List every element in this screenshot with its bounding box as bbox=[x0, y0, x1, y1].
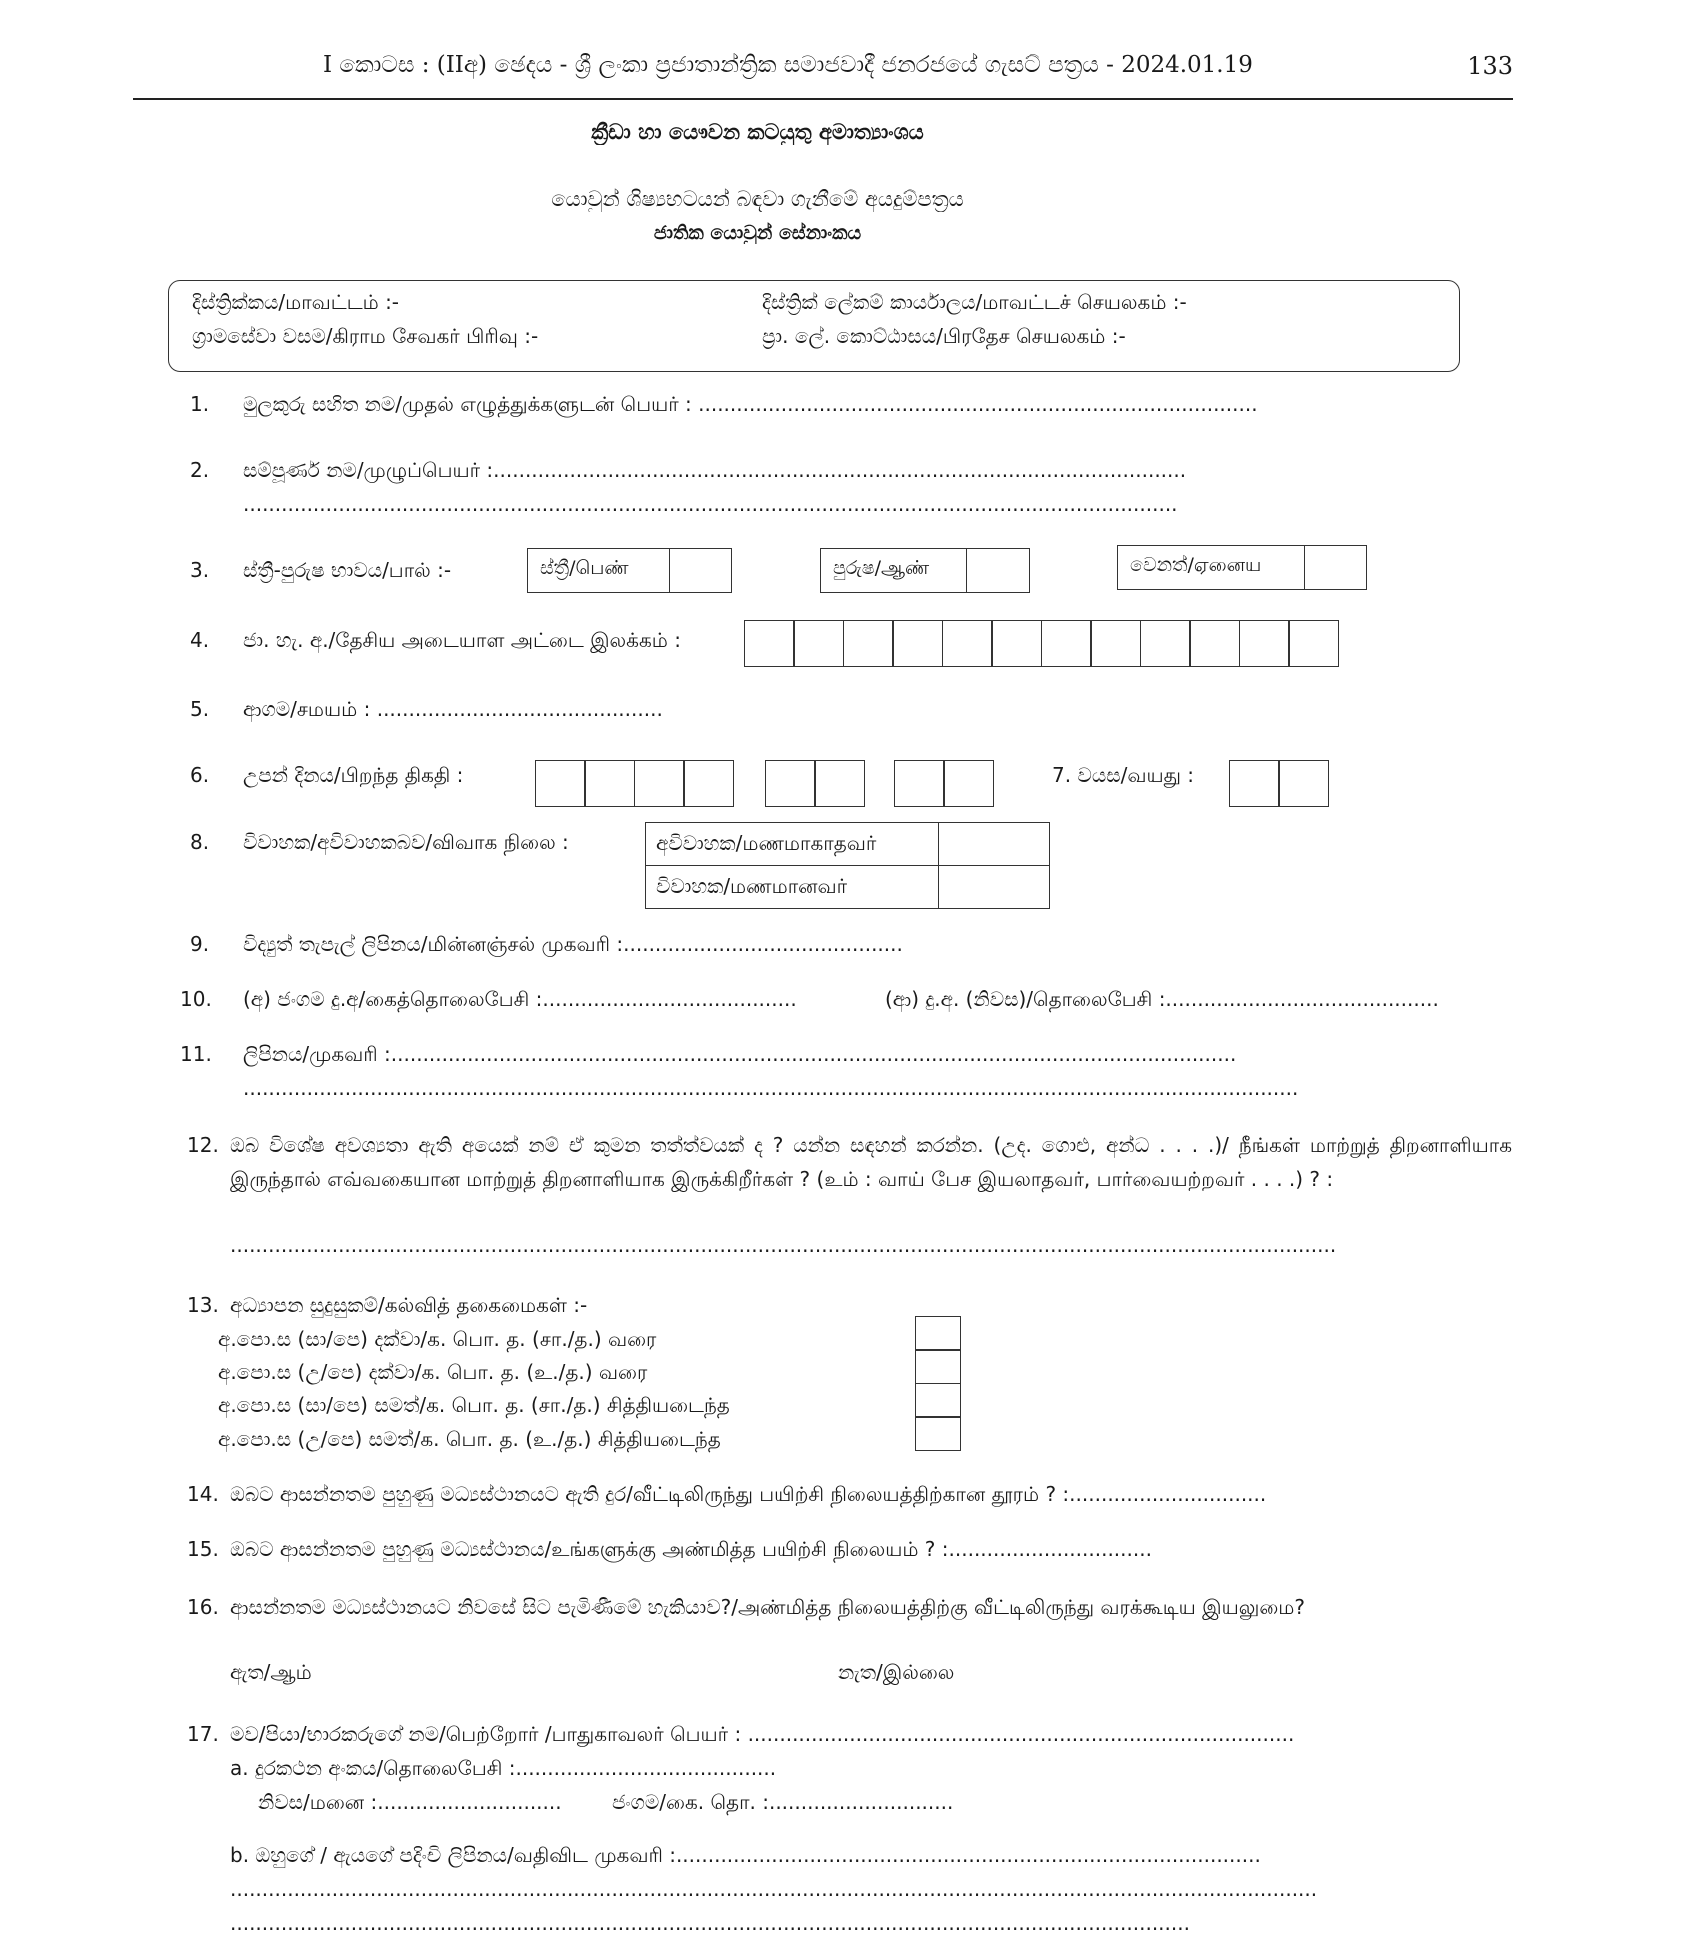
edu-checkbox-4[interactable] bbox=[915, 1416, 961, 1451]
q16-ability-text: ආසන්නතම මධ්‍යස්ථානයට නිවසේ සිට පැමිණීමේ හැකියාව?/அண்மித்த நிலையத்திற்கு வீட்டிலிருந்து வரக்கூடிய இயலுமை? bbox=[230, 1595, 1306, 1619]
q11-address-line2[interactable]: ...................................................................................................................................................................... bbox=[243, 1076, 1299, 1100]
edu-option-2: අ.පො.ස (උ/පෙ) දක්වා/க. பொ. த. (உ./த.) வரை bbox=[218, 1360, 648, 1384]
dob-day-boxes[interactable] bbox=[895, 760, 994, 807]
edu-checkbox-2[interactable] bbox=[915, 1349, 961, 1384]
q1-name-with-initials[interactable]: මුලකුරු සහිත නම/முதல் எழுத்துக்களுடன் பெயர் : ........................................................................................ bbox=[243, 392, 1258, 416]
marital-unmarried-row[interactable] bbox=[646, 823, 1050, 866]
form-title: යොවුන් ශිෂ්‍යභටයන් බඳවා ගැනීමේ අයදුම්පත්‍රය bbox=[551, 187, 964, 211]
nic-digit-box[interactable] bbox=[942, 620, 993, 667]
q17-address-line3[interactable]: ....................................................................................................................................................... bbox=[230, 1911, 1190, 1935]
q11-address[interactable]: ලිපිනය/முகவரி :..................................................................................................................................... bbox=[243, 1042, 1237, 1066]
q17-guardian-name[interactable]: මව/පියා/භාරකරුගේ නම/பெற்றோர் /பாதுகாவலர் பெயர் : ...................................................................................... bbox=[230, 1722, 1295, 1746]
marital-unmarried-checkbox[interactable] bbox=[939, 823, 1050, 866]
dob-year-boxes[interactable] bbox=[536, 760, 734, 807]
q10-mobile[interactable]: (අ) ජංගම දු.අ/கைத்தொலைபேசி :........................................ bbox=[243, 987, 797, 1011]
marital-married-label: විවාහක/மணமானவர் bbox=[646, 866, 939, 909]
q15-number: 15. bbox=[187, 1537, 219, 1561]
page-number: 133 bbox=[1467, 52, 1513, 80]
q5-number: 5. bbox=[190, 697, 210, 721]
q9-number: 9. bbox=[190, 932, 210, 956]
edu-checkbox-1[interactable] bbox=[915, 1316, 961, 1351]
dob-digit-box[interactable] bbox=[535, 760, 586, 807]
q17-phone-label[interactable]: a. දුරකථන අංකය/தொலைபேசி :......................................... bbox=[230, 1756, 777, 1780]
nic-digit-box[interactable] bbox=[1239, 620, 1290, 667]
q9-email[interactable]: විද්‍යුත් තැපැල් ලිපිනය/மின்னஞ்சல் முகவரி :............................................ bbox=[243, 932, 903, 956]
district-field[interactable]: දිස්ත්‍රික්කය/மாவட்டம் :- bbox=[192, 290, 400, 314]
ds-division-field[interactable]: ප්‍රා. ලේ. කොට්ඨාසය/பிரதேச செயலகம் :- bbox=[762, 324, 1126, 348]
marital-unmarried-label: අවිවාහක/மணமாகாதவர் bbox=[646, 823, 939, 866]
edu-option-3: අ.පො.ස (සා/පෙ) සමත්/க. பொ. த. (சா./த.) சித்தியடைந்த bbox=[218, 1393, 730, 1417]
nic-number-boxes[interactable] bbox=[745, 620, 1339, 667]
district-secretariat-field[interactable]: දිස්ත්‍රික් ලේකම් කාර්යාලය/மாவட்டச் செயலகம் :- bbox=[762, 290, 1187, 314]
q17-number: 17. bbox=[187, 1722, 219, 1746]
q16-number: 16. bbox=[187, 1595, 219, 1619]
nic-digit-box[interactable] bbox=[1140, 620, 1191, 667]
q17-address[interactable]: b. ඔහුගේ / ඇයගේ පදිංචි ලිපිනය/வதிவிட முகவரி :............................................................................................ bbox=[230, 1843, 1261, 1867]
dob-digit-box[interactable] bbox=[814, 760, 865, 807]
q15-nearest-centre[interactable]: ඔබට ආසන්නතම පුහුණු මධ්‍යස්ථානය/உங்களுக்கு அண்மித்த பயிற்சி நிலையம் ? :................................ bbox=[230, 1537, 1152, 1561]
gender-other-option[interactable] bbox=[1117, 545, 1367, 590]
gender-male-checkbox[interactable] bbox=[967, 549, 1029, 592]
age-digit-box[interactable] bbox=[1229, 760, 1280, 807]
header-rule bbox=[133, 98, 1513, 100]
q14-number: 14. bbox=[187, 1482, 219, 1506]
q5-religion[interactable]: ආගම/சமயம் : ............................................. bbox=[243, 697, 663, 721]
q17-mobile-phone[interactable]: ජංගම/கை. தொ. :............................. bbox=[612, 1790, 954, 1814]
q6-number: 6. bbox=[190, 763, 210, 787]
dob-digit-box[interactable] bbox=[894, 760, 945, 807]
gender-other-label: වෙනත්/ஏனைய bbox=[1118, 546, 1305, 589]
gender-male-option[interactable] bbox=[820, 548, 1030, 593]
q2-full-name-line2[interactable]: ................................................................................................................................................... bbox=[243, 492, 1178, 516]
dob-digit-box[interactable] bbox=[634, 760, 685, 807]
gender-female-checkbox[interactable] bbox=[670, 549, 731, 592]
header-title: I කොටස : (IIඅ) ඡෙදය - ශ්‍රී ලංකා ප්‍රජාතාන්ත්‍රික සමාජවාදී ජනරජයේ ගැසට් පත්‍රය - 2024.01.19 bbox=[323, 52, 1253, 78]
q10-home-phone[interactable]: (ආ) දු.අ. (නිවස)/தொலைபேசி :........................................... bbox=[885, 987, 1439, 1011]
q17-address-line2[interactable]: ........................................................................................................................................................................... bbox=[230, 1877, 1318, 1901]
q13-education-label: අධ්‍යාපන සුදුසුකම්/கல்வித் தகைமைகள் :- bbox=[230, 1293, 588, 1317]
edu-checkbox-3[interactable] bbox=[915, 1383, 961, 1418]
q3-number: 3. bbox=[190, 558, 210, 582]
dob-month-boxes[interactable] bbox=[766, 760, 865, 807]
gn-division-field[interactable]: ග්‍රාමසේවා වසම/கிராம சேவகர் பிரிவு :- bbox=[192, 324, 539, 348]
q17-home-phone[interactable]: නිවස/மனை :............................. bbox=[258, 1790, 562, 1814]
ministry-title: ක්‍රීඩා හා යෞවන කටයුතු අමාත්‍යාංශය bbox=[591, 120, 924, 144]
gender-female-label: ස්ත්‍රී/பெண் bbox=[528, 549, 670, 592]
q16-no-option[interactable]: නැත/இல்லை bbox=[838, 1660, 955, 1684]
q2-full-name[interactable]: සම්පූර්ණ නම/முழுப்பெயர் :............................................................................................................. bbox=[243, 458, 1187, 482]
edu-option-1: අ.පො.ස (සා/පෙ) දක්වා/க. பொ. த. (சா./த.) வரை bbox=[218, 1327, 657, 1351]
q8-marital-label: විවාහක/අවිවාහකබව/விவாக நிலை : bbox=[243, 830, 569, 854]
edu-option-4: අ.පො.ස (උ/පෙ) සමත්/க. பொ. த. (உ./த.) சித்தியடைந்த bbox=[218, 1427, 721, 1451]
q4-nic-label: ජා. හැ. අ./தேசிய அடையாள அட்டை இலக்கம் : bbox=[243, 628, 681, 652]
dob-digit-box[interactable] bbox=[584, 760, 635, 807]
nic-digit-box[interactable] bbox=[744, 620, 795, 667]
age-digit-box[interactable] bbox=[1278, 760, 1329, 807]
q10-number: 10. bbox=[180, 987, 212, 1011]
q16-yes-option[interactable]: ඇත/ஆம் bbox=[230, 1660, 312, 1684]
marital-married-checkbox[interactable] bbox=[939, 866, 1050, 909]
gender-male-label: පුරුෂ/ஆண் bbox=[821, 549, 967, 592]
marital-status-table bbox=[645, 822, 1050, 909]
q11-number: 11. bbox=[180, 1042, 212, 1066]
nic-digit-box[interactable] bbox=[892, 620, 943, 667]
q2-number: 2. bbox=[190, 458, 210, 482]
age-boxes[interactable] bbox=[1230, 760, 1329, 807]
gender-other-checkbox[interactable] bbox=[1305, 546, 1366, 589]
q12-special-needs-line[interactable]: .............................................................................................................................................................................. bbox=[230, 1233, 1337, 1257]
q12-number: 12. bbox=[187, 1133, 219, 1157]
nic-digit-box[interactable] bbox=[1288, 620, 1339, 667]
nic-digit-box[interactable] bbox=[793, 620, 844, 667]
q1-number: 1. bbox=[190, 392, 210, 416]
q3-gender-label: ස්ත්‍රී-පුරුෂ භාවය/பால் :- bbox=[243, 558, 452, 582]
q8-number: 8. bbox=[190, 830, 210, 854]
dob-digit-box[interactable] bbox=[943, 760, 994, 807]
nic-digit-box[interactable] bbox=[991, 620, 1042, 667]
q4-number: 4. bbox=[190, 628, 210, 652]
gender-female-option[interactable] bbox=[527, 548, 732, 593]
q13-number: 13. bbox=[187, 1293, 219, 1317]
form-subtitle: ජාතික යොවුන් සේනාංකය bbox=[653, 222, 862, 244]
q14-distance[interactable]: ඔබට ආසන්නතම පුහුණු මධ්‍යස්ථානයට ඇති දුර/வீட்டிலிருந்து பயிற்சி நிலையத்திற்கான தூரம் ? :............................... bbox=[230, 1482, 1267, 1506]
education-checkboxes[interactable] bbox=[915, 1317, 961, 1451]
q6-dob-label: උපන් දිනය/பிறந்த திகதி : bbox=[243, 763, 464, 787]
dob-digit-box[interactable] bbox=[683, 760, 734, 807]
marital-married-row[interactable] bbox=[646, 866, 1050, 909]
dob-digit-box[interactable] bbox=[765, 760, 816, 807]
nic-digit-box[interactable] bbox=[843, 620, 894, 667]
nic-digit-box[interactable] bbox=[1090, 620, 1141, 667]
q12-special-needs-text: ඔබ විශේෂ අවශ්‍යතා ඇති අයෙක් නම් ඒ කුමන තත්ත්වයක් ද ? යන්න සඳහන් කරන්න. (උද. ගොළු, අන්ධ . . . .)/ நீங்கள் மாற்றுத் திறனாளியாக இருந்தால் எவ்வகையான மாற்றுத் திறனாளியாக இருக்கிறீர்கள் ? (உம் : வாய் பேச இயலாதவர், பார்வையற்றவர் . . . .) ? : bbox=[230, 1133, 1512, 1191]
nic-digit-box[interactable] bbox=[1041, 620, 1092, 667]
nic-digit-box[interactable] bbox=[1189, 620, 1240, 667]
q7-age-label: 7. වයස/வயது : bbox=[1052, 763, 1195, 787]
